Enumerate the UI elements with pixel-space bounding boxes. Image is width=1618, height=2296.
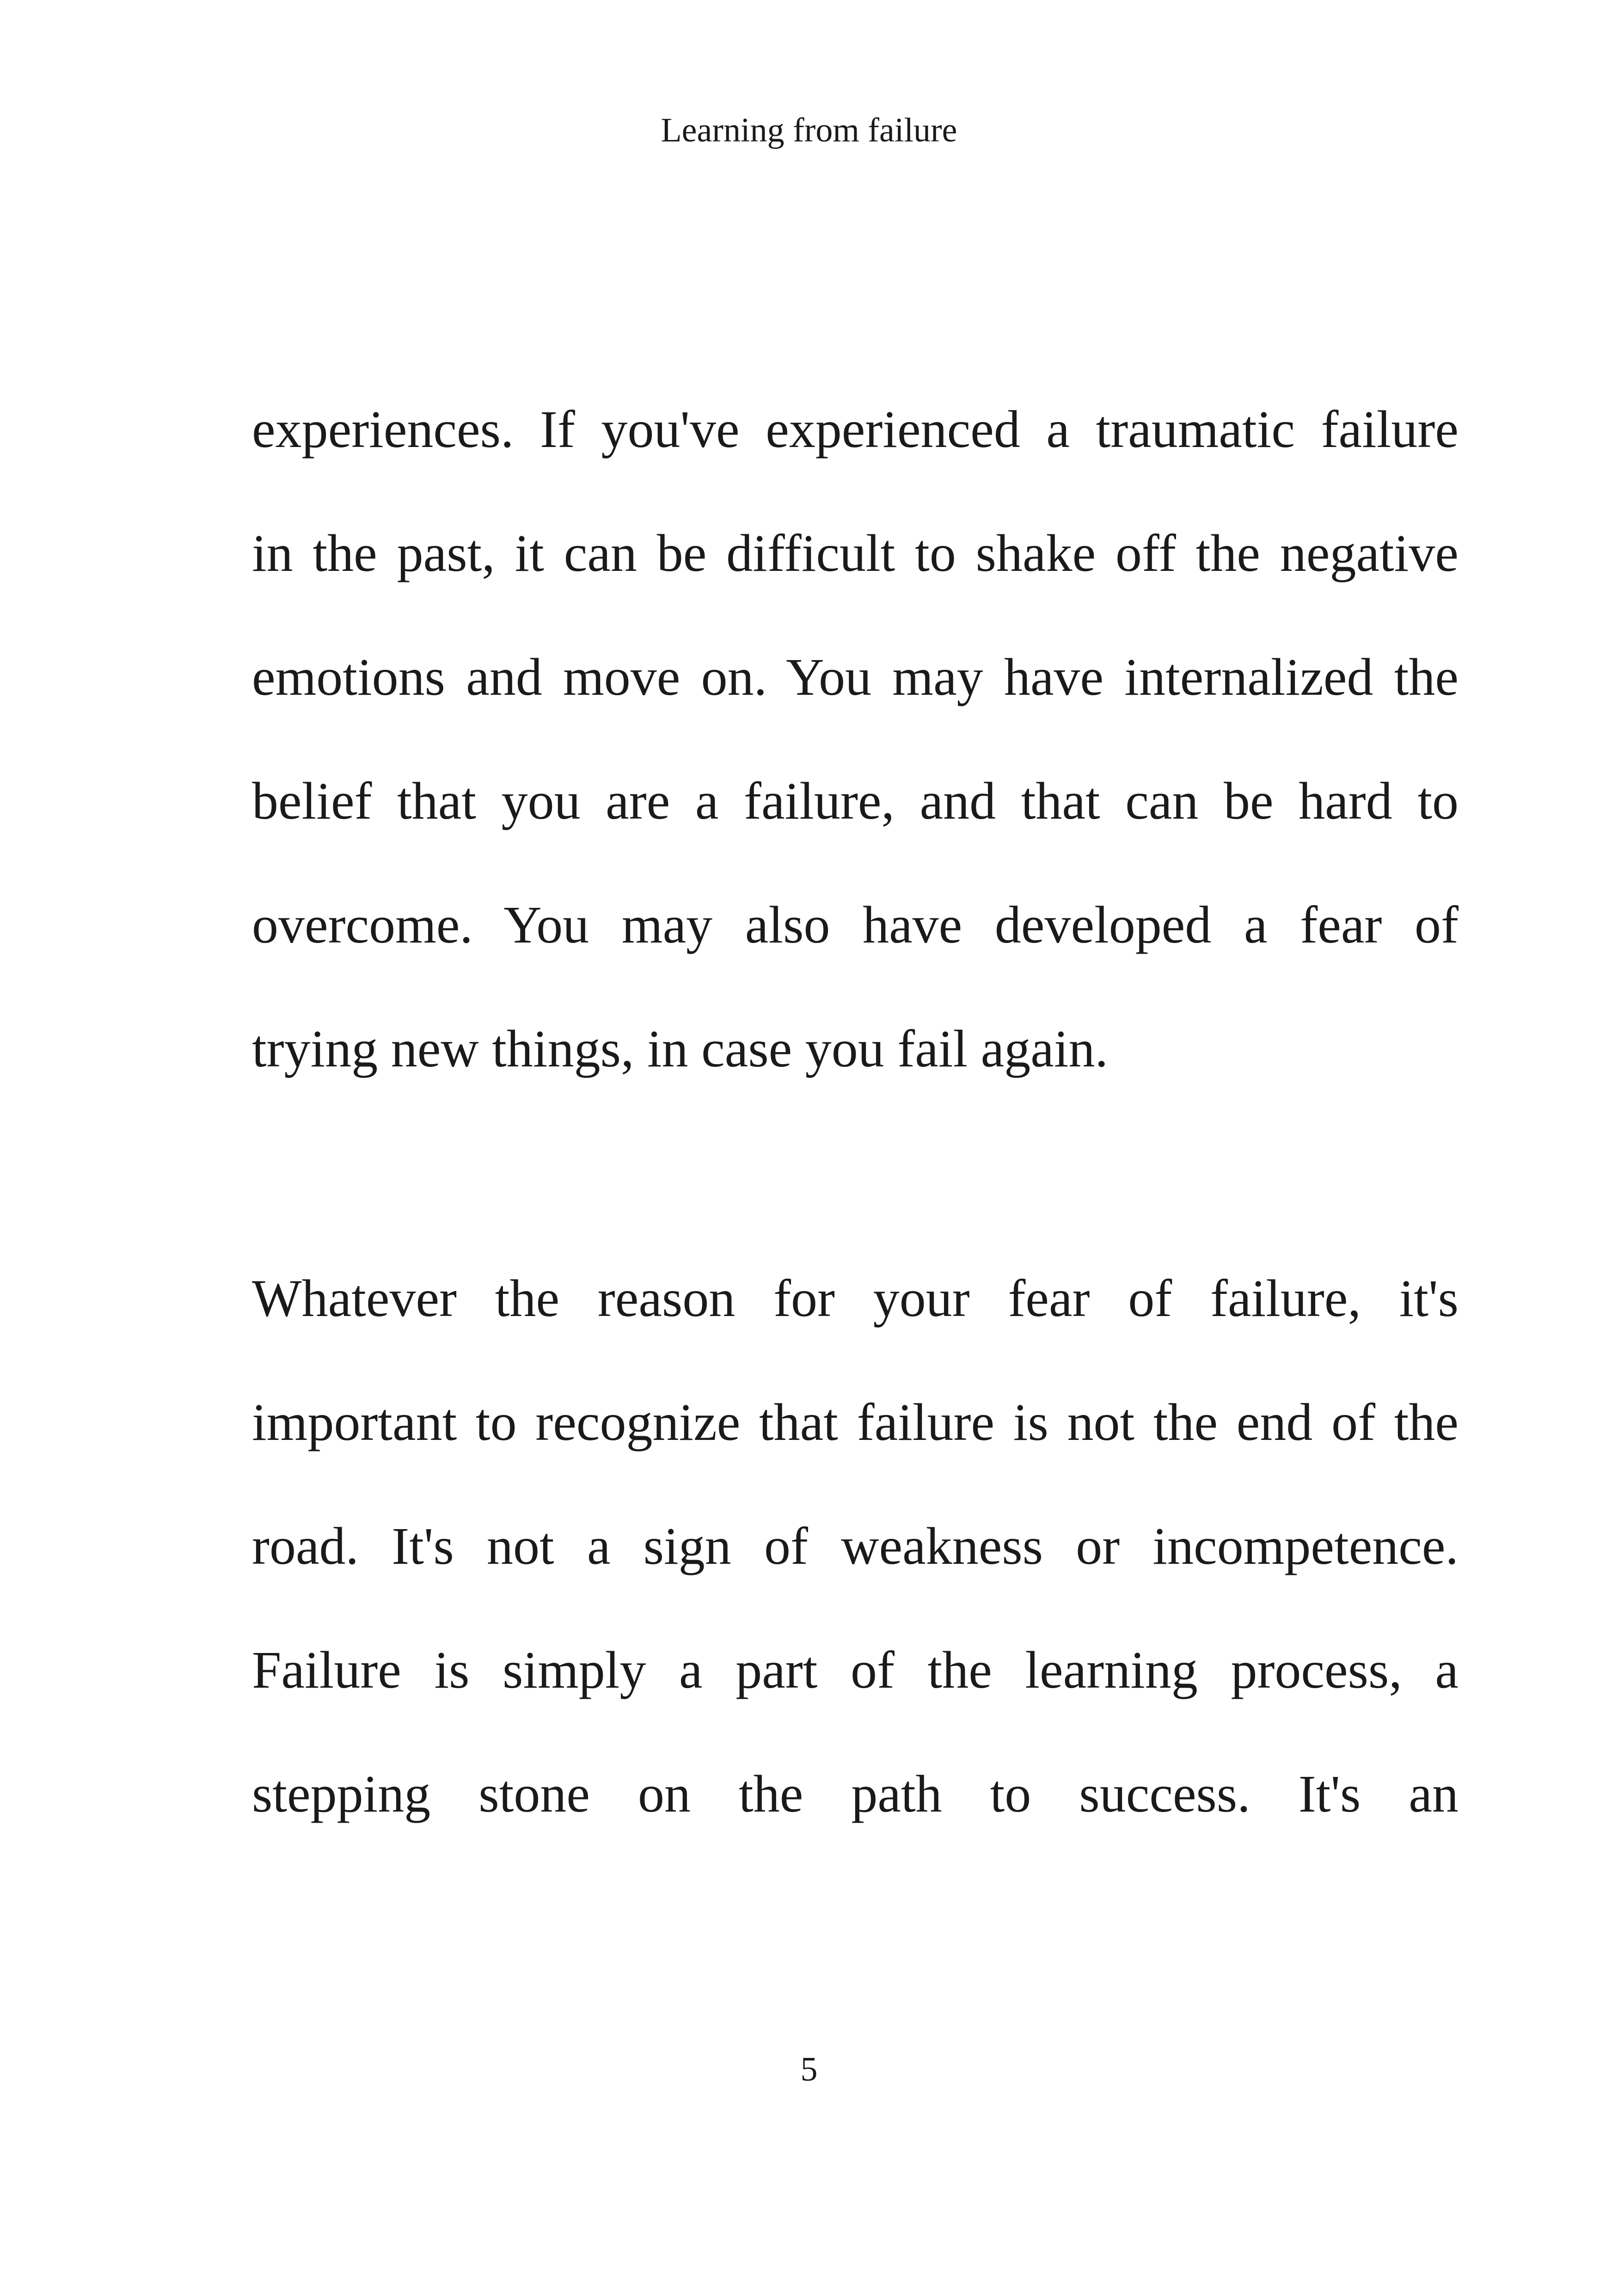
body-line: Whatever the reason for your fear of failure, it's [252, 1269, 1459, 1328]
body-line: important to recognize that failure is not the end of the [252, 1393, 1459, 1451]
body-line: road. It's not a sign of weakness or incompetence. [252, 1517, 1459, 1575]
body-line: stepping stone on the path to success. It's an [252, 1764, 1459, 1823]
body-line: in the past, it can be difficult to shake off the negative [252, 524, 1459, 582]
body-line: Failure is simply a part of the learning process, a [252, 1641, 1459, 1699]
body-line: belief that you are a failure, and that can be hard to [252, 771, 1459, 830]
running-header: Learning from failure [661, 111, 957, 149]
body-line: overcome. You may also have developed a fear of [252, 895, 1459, 954]
body-line: emotions and move on. You may have internalized the [252, 648, 1459, 706]
body-line: trying new things, in case you fail again. [252, 1019, 1109, 1078]
page-number: 5 [800, 2051, 818, 2088]
body-line: experiences. If you've experienced a traumatic failure [252, 400, 1459, 459]
